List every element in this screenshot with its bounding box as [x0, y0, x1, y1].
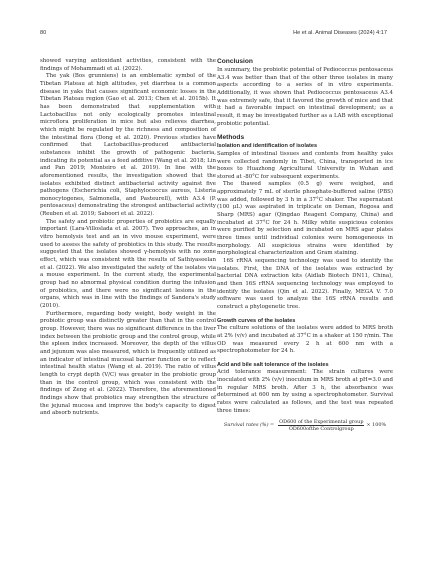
subsection-heading-isolation: Isolation and identification of isolates: [217, 143, 318, 150]
right-column: [217, 58, 393, 432]
subsection-heading-acid-bile: Acid and bile salt tolerance of the isolates: [217, 361, 329, 368]
paragraph: Acid tolerance measurement: The strain cultures were inoculated with 2% (v/v) inoculum in MRS broth at pH=3.0 and in regular MRS broth. After 3 h, the absorbance was determined at 600 nm by using a spectrophotometer. Survival rates were calculated as follows, and the test was repeated three times:: [217, 369, 393, 414]
paragraph: Samples of intestinal tissues and contents from healthy yaks were collected randomly in Tibet, China, transported in ice boxes to Huazhong Agricultural University in Wuhan and stored at -80°C for subsequent experiments.: [217, 150, 393, 180]
conclusion-paragraph: In summary, the probiotic potential of Pediococcus pentosaceus A3.4 was better than that of the other three isolates in many aspects according to a series of in vitro experiments. Additionally, it was shown that Pediococcus pentosaceus A3.4 was extremely safe, that it favored the growth of mice and that it had a favorable impact on intestinal development; as a result, it may be investigated further as a LAB with exceptional probiotic potential.: [217, 67, 393, 127]
paragraph: The thawed samples (0.5 g) were weighed, and approximately 7 mL of sterile phosphate-buffered saline (PBS) was added, followed by 3 h in a 37°C shaker. The supernatant (100 μL) was aspirated in triplicate on Deman, Rogosa and Sharp (MRS) agar (Qingdao Reagent Company, China) and incubated at 37°C for 24 h. Milky white suspicious colonies were purified by selection and incubated on MRS agar plates three times until individual colonies were homogeneous in morphology. All suspicious strains were identified by morphological characterization and Gram staining.: [217, 181, 393, 257]
paragraph: showed varying antioxidant activities, consistent with the findings of Mohammadi et al. (2022).: [40, 58, 216, 72]
paragraph: The culture solutions of the isolates were added to MRS broth at 2% (v/v) and incubated at 37°C in a shaker at 150 r/min. The OD was measured every 2 h at 600 nm with a spectrophotometer for 24 h.: [217, 325, 393, 355]
page-number: 80: [40, 30, 47, 36]
equation-denominator: OD600ofthe Controlgroup: [288, 426, 354, 433]
equation-lhs: Survival rates (%) =: [223, 422, 275, 429]
subsection-heading-growth: Growth curves of the isolates: [217, 317, 296, 324]
paragraph: The yak (Bos grunniens) is an emblematic symbol of the Tibetan Plateau at high altitudes, yet diarrhea is a common disease in yaks that causes significant economic losses in the Tibetan Plateau region (Gao et al. 2013; Chen et al. 2015b). It has been demonstrated that supplementation with Lactobacillus not only ecologically promotes intestinal microflora proliferation in mice but also relieves diarrhea, which might be regulated by the richness and composition of the intestinal flora (Dong et al. 2020). Previous studies have confirmed that Lactobacillus-produced antibacterial substances inhibit the growth of pathogenic bacteria, indicating its potential as a feed additive (Wang et al. 2018; Lin and Pan 2019; Monteiro et al. 2019). In line with the aforementioned results, the investigation showed that the isolates exhibited distinct antibacterial activity against five pathogens (Escherichia coli, Staphylococcus aureus, Listeria monocytogenes, Salmonella, and Pasteurell), with A3.4 (P. pentosaceus) demonstrating the strongest antibacterial activity (Reuben et al. 2019; Saboori et al. 2022).: [40, 73, 216, 218]
running-header: [0, 30, 427, 42]
paragraph: The safety and probiotic properties of probiotics are equally important (Lara-Villoslada et al. 2007). Two approaches, an in vitro hemolysis test and an in vivo mouse experiment, were used to assess the safety of probiotics in this study. The results suggested that the isolates showed γ-hemolysis with no zone effect, which was consistent with the results of Sathiyaseelan et al. (2022). We also investigated the safety of the isolates via a mouse experiment. In the current study, the experimental group had no abnormal physical condition during the infusion of probiotics, and there were no significant lesions in the organs, which was in line with the findings of Sandera's study (2010).: [40, 218, 216, 309]
section-heading-methods: Methods: [217, 134, 245, 142]
equation-fraction: [278, 419, 364, 432]
paragraph: 16S rRNA sequencing technology was used to identify the isolates. First, the DNA of the isolates was extracted by bacterial DNA extraction kits (Aidlab Biotech DN11, China), and then 16S rRNA sequencing technology was employed to identify the isolates (Qin et al. 2022). Finally, MEGA V. 7.0 software was used to analyze the 16S rRNA results and construct a phylogenetic tree.: [217, 258, 393, 310]
equation-numerator: OD600 of the Experimental group: [279, 419, 364, 426]
left-column: [40, 58, 216, 418]
paragraph: Furthermore, regarding body weight, body weight in the probiotic group was distinctly greater than that in the control group. However, there was no significant difference in the liver index between the probiotic group and the control group, while the spleen index increased. Moreover, the depth of the villus and jejunum was also measured, which is frequently utilized as an indicator of intestinal mucosal barrier function or to reflect intestinal health status (Wang et al. 2019). The ratio of villus length to crypt depth (V/C) was greater in the probiotic group than in the control group, which was consistent with the findings of Zeng et al. (2022). Therefore, the aforementioned findings show that probiotics may strengthen the structure of the jejunal mucosa and improve the body's capacity to digest and absorb nutrients.: [40, 310, 216, 417]
section-heading-conclusion: Conclusion: [217, 58, 253, 65]
equation-tail: × 100%: [366, 422, 387, 429]
survival-rate-equation: [217, 419, 393, 432]
journal-citation: He et al. Animal Diseases (2024) 4:17: [293, 30, 387, 36]
